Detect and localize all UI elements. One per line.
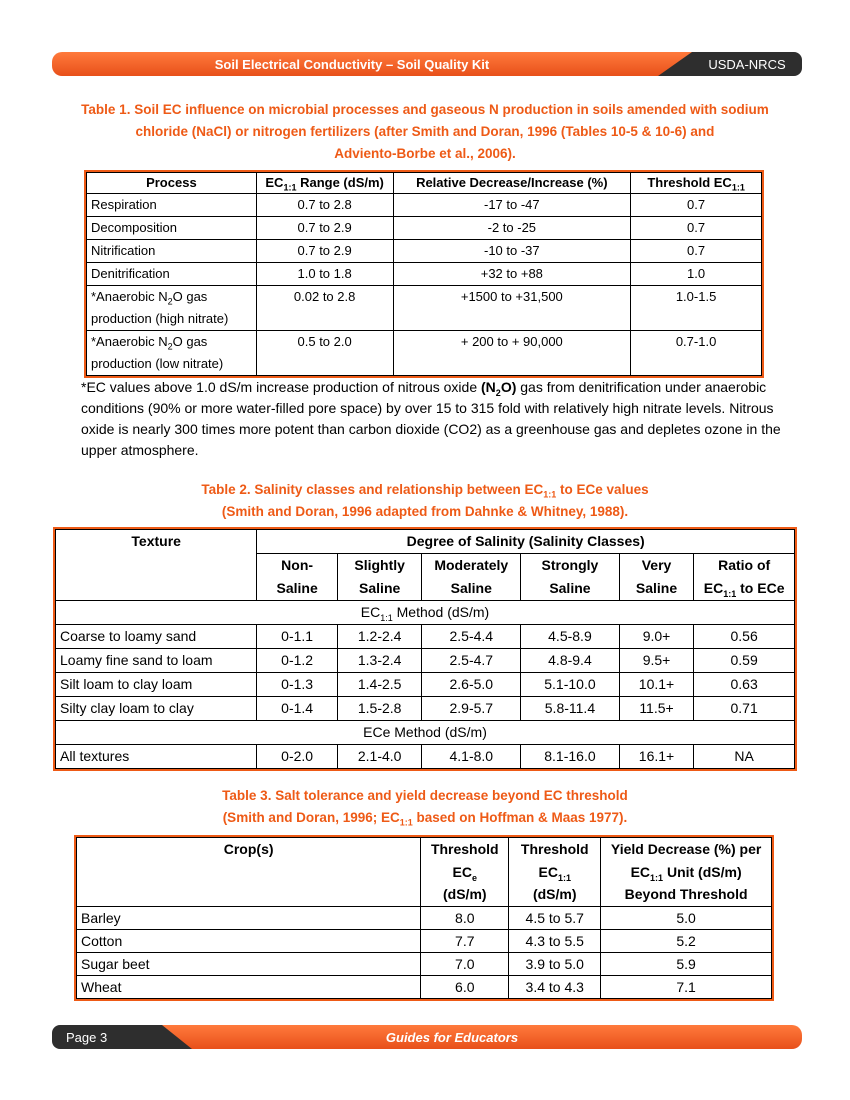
table2-cell: 2.5-4.4: [422, 625, 521, 649]
table2-cell-texture: Silt loam to clay loam: [56, 673, 257, 697]
table1-cell-process: Denitrification: [87, 263, 257, 286]
table1-cell-range: 0.02 to 2.8: [256, 286, 393, 331]
table-row: [56, 697, 795, 721]
table1-header-process: Process: [87, 173, 257, 194]
table2-cell: 16.1+: [619, 745, 694, 769]
table-row: [77, 906, 772, 929]
table1-cell-change: -2 to -25: [393, 217, 631, 240]
table3-cell: 7.1: [601, 975, 772, 998]
table-row: [87, 217, 762, 240]
table1-header-row: [87, 173, 762, 194]
table3: [76, 837, 772, 999]
table-row: [87, 286, 762, 331]
table2-cell: 0.71: [694, 697, 795, 721]
table3-cell: 5.2: [601, 929, 772, 952]
header-title: Soil Electrical Conductivity – Soil Quality Kit: [214, 57, 490, 72]
table3-cell: 8.0: [421, 906, 509, 929]
table2-class-header: Non- Saline: [257, 554, 338, 601]
table1-cell-process: *Anaerobic $N_2O$ gas production (low nitrate): [87, 331, 257, 376]
footer-banner: [52, 1025, 802, 1049]
table2-cell: 4.8-9.4: [521, 649, 620, 673]
table-row: [77, 929, 772, 952]
table2-cell: 0-1.2: [257, 649, 338, 673]
table-row: [77, 975, 772, 998]
table2-caption: [0, 479, 850, 523]
table1-cell-threshold: 0.7-1.0: [631, 331, 762, 376]
header-banner: [52, 52, 802, 76]
table-row: [56, 673, 795, 697]
table2-cell: 1.5-2.8: [337, 697, 422, 721]
table2-ratio-header: Ratio of $EC_{1:1}$ to ECe: [694, 554, 795, 601]
table3-cell: 6.0: [421, 975, 509, 998]
table2-cell: 2.5-4.7: [422, 649, 521, 673]
table2-cell: NA: [694, 745, 795, 769]
table2-cell: 9.0+: [619, 625, 694, 649]
table2-cell: 4.5-8.9: [521, 625, 620, 649]
table2-header-degree: Degree of Salinity (Salinity Classes): [257, 530, 795, 554]
table2-cell-texture: Coarse to loamy sand: [56, 625, 257, 649]
table2-class-header: Slightly Saline: [337, 554, 422, 601]
table3-caption-line1: Table 3. Salt tolerance and yield decrease beyond EC threshold: [222, 788, 628, 803]
table1-cell-threshold: 0.7: [631, 240, 762, 263]
table3-header-ec11: Threshold $EC_{1:1}$ (dS/m): [509, 838, 601, 907]
table2-cell: 1.3-2.4: [337, 649, 422, 673]
table1-cell-change: +1500 to +31,500: [393, 286, 631, 331]
table1-cell-range: 0.7 to 2.9: [256, 240, 393, 263]
table-row: [56, 649, 795, 673]
table1-cell-process: Respiration: [87, 194, 257, 217]
table1-cell-process: Nitrification: [87, 240, 257, 263]
table2-header-row: [56, 530, 795, 554]
table3-cell: 7.0: [421, 952, 509, 975]
header-agency: USDA-NRCS: [708, 57, 786, 72]
table3-caption-line2: (Smith and Doran, 1996; $EC_{1:1}$ based on Hoffman & Maas 1977).: [222, 810, 628, 828]
table-row: [87, 194, 762, 217]
table3-cell: 4.5 to 5.7: [509, 906, 601, 929]
table3-header-row: [77, 838, 772, 907]
table2-cell: 10.1+: [619, 673, 694, 697]
table2-cell: 2.9-5.7: [422, 697, 521, 721]
table2-cell: 2.6-5.0: [422, 673, 521, 697]
table2-cell: 0.56: [694, 625, 795, 649]
table3-cell: 5.0: [601, 906, 772, 929]
table1-header-change: Relative Decrease/Increase (%): [393, 173, 631, 194]
table2-caption-line2: (Smith and Doran, 1996 adapted from Dahnke & Whitney, 1988).: [221, 504, 629, 519]
table2-cell: 4.1-8.0: [422, 745, 521, 769]
table2: [55, 529, 795, 769]
footer-title: Guides for Educators: [385, 1030, 519, 1045]
table1-cell-threshold: 1.0-1.5: [631, 286, 762, 331]
table1-caption-line2: chloride (NaCl) or nitrogen fertilizers (after Smith and Doran, 1996 (Tables 10-5 & 10-6) and: [135, 124, 715, 139]
table3-cell: 7.7: [421, 929, 509, 952]
table2-cell: 5.1-10.0: [521, 673, 620, 697]
table2-cell: 0-1.4: [257, 697, 338, 721]
table2-cell: 1.4-2.5: [337, 673, 422, 697]
table1: [86, 172, 762, 376]
table1-caption: [0, 99, 850, 165]
table2-method1-label: $EC_{1:1}$ Method (dS/m): [56, 601, 795, 625]
table2-method2-row: [56, 721, 795, 745]
table3-header-crop: Crop(s): [77, 838, 421, 907]
table1-cell-range: 1.0 to 1.8: [256, 263, 393, 286]
table1-cell-change: -10 to -37: [393, 240, 631, 263]
table2-cell: 5.8-11.4: [521, 697, 620, 721]
table1-footnote: *EC values above 1.0 dS/m increase production of nitrous oxide $(N_2O)$ gas from denitrification under anaerobic conditions (90% or more water-filled pore space) by over 15 to 315 fold with relatively high nitrate levels. Nitrous oxide is nearly 300 times more potent than carbon dioxide (CO2) as a greenhouse gas and depletes ozone in the upper atmosphere.: [81, 379, 781, 458]
table-row: [56, 625, 795, 649]
table1-cell-range: 0.7 to 2.9: [256, 217, 393, 240]
table2-class-header: Moderately Saline: [422, 554, 521, 601]
table2-cell-texture: All textures: [56, 745, 257, 769]
table2-cell-texture: Silty clay loam to clay: [56, 697, 257, 721]
table-row: [87, 331, 762, 376]
table1-cell-range: 0.7 to 2.8: [256, 194, 393, 217]
table3-cell: 4.3 to 5.5: [509, 929, 601, 952]
table2-cell: 8.1-16.0: [521, 745, 620, 769]
table3-cell-crop: Cotton: [77, 929, 421, 952]
table1-caption-line3: Adviento-Borbe et al., 2006).: [334, 146, 516, 161]
table3-header-yield: Yield Decrease (%) per $EC_{1:1}$ Unit (dS/m) Beyond Threshold: [601, 838, 772, 907]
table3-cell: 5.9: [601, 952, 772, 975]
table2-cell: 0-1.3: [257, 673, 338, 697]
table3-cell-crop: Barley: [77, 906, 421, 929]
table3-header-ece: Threshold $EC_e$ (dS/m): [421, 838, 509, 907]
table-row: [87, 240, 762, 263]
table2-cell-texture: Loamy fine sand to loam: [56, 649, 257, 673]
table2-cell: 2.1-4.0: [337, 745, 422, 769]
table-row: [87, 263, 762, 286]
table2-caption-line1: Table 2. Salinity classes and relationship between $EC_{1:1}$ to ECe values: [201, 482, 649, 500]
page-number: Page 3: [66, 1030, 108, 1045]
table1-cell-change: -17 to -47: [393, 194, 631, 217]
table2-method1-row: [56, 601, 795, 625]
table2-cell: 0-2.0: [257, 745, 338, 769]
table2-cell: 1.2-2.4: [337, 625, 422, 649]
table2-header-texture: Texture: [56, 530, 257, 601]
table1-cell-change: +32 to +88: [393, 263, 631, 286]
table1-cell-threshold: 1.0: [631, 263, 762, 286]
table1-caption-line1: Table 1. Soil EC influence on microbial processes and gaseous N production in soils amended with sodium: [81, 102, 769, 117]
table1-header-threshold: Threshold $EC_{1:1}$: [631, 173, 762, 194]
table3-cell-crop: Sugar beet: [77, 952, 421, 975]
table2-cell: 0.63: [694, 673, 795, 697]
table1-header-range: $EC_{1:1}$ Range (dS/m): [256, 173, 393, 194]
table3-cell-crop: Wheat: [77, 975, 421, 998]
table1-cell-range: 0.5 to 2.0: [256, 331, 393, 376]
table-row: [56, 745, 795, 769]
table2-class-header: Very Saline: [619, 554, 694, 601]
table3-cell: 3.4 to 4.3: [509, 975, 601, 998]
table2-cell: 0.59: [694, 649, 795, 673]
table1-cell-threshold: 0.7: [631, 217, 762, 240]
table2-cell: 9.5+: [619, 649, 694, 673]
table2-method2-label: ECe Method (dS/m): [56, 721, 795, 745]
table1-cell-change: + 200 to + 90,000: [393, 331, 631, 376]
table2-cell: 0-1.1: [257, 625, 338, 649]
table-row: [77, 952, 772, 975]
table2-class-header: Strongly Saline: [521, 554, 620, 601]
table1-cell-threshold: 0.7: [631, 194, 762, 217]
table3-caption: [0, 785, 850, 829]
table1-cell-process: *Anaerobic $N_2O$ gas production (high nitrate): [87, 286, 257, 331]
table3-cell: 3.9 to 5.0: [509, 952, 601, 975]
table2-cell: 11.5+: [619, 697, 694, 721]
table1-cell-process: Decomposition: [87, 217, 257, 240]
